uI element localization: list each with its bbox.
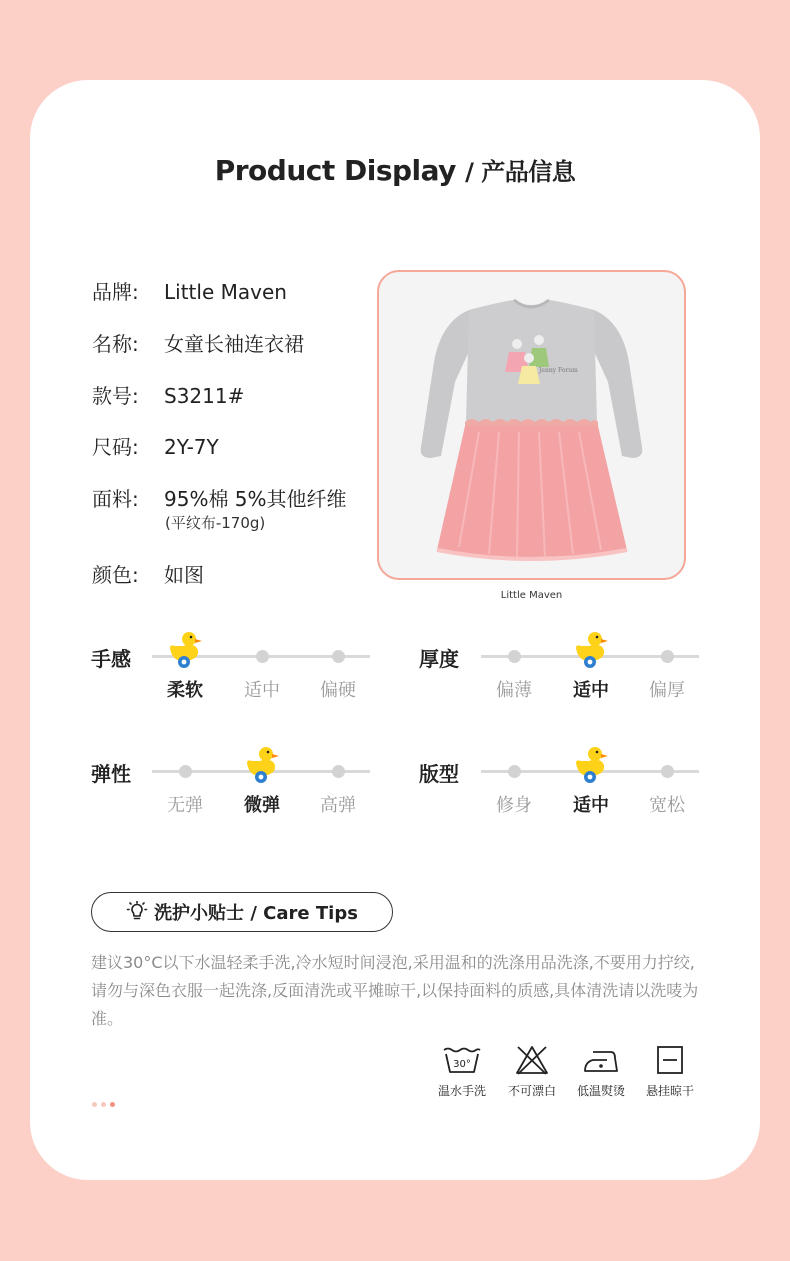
care-icon-label: 不可漂白 xyxy=(507,1084,556,1098)
attr-option-elasticity: 无弹 xyxy=(167,795,203,816)
care-icon-no-bleach xyxy=(497,1044,567,1099)
attr-option-feel: 柔软 xyxy=(167,680,203,701)
duck-marker-icon xyxy=(573,630,609,670)
care-icon-label: 悬挂晾干 xyxy=(645,1084,694,1098)
spec-brand xyxy=(92,276,287,305)
spec-key: 款号: xyxy=(92,384,139,408)
care-icon-hang-dry xyxy=(635,1044,705,1099)
care-instructions: 建议30°C以下水温轻柔手洗,冷水短时间浸泡,采用温和的洗涤用品洗涤,不要用力拧绞,请勿与深色衣服一起洗涤,反面清洗或平摊晾干,以保持面料的质感,具体清洗请以洗唛为准。 xyxy=(91,953,699,1028)
attr-dot xyxy=(508,765,521,778)
pagination-dots xyxy=(92,1092,119,1111)
page-dot-active xyxy=(110,1102,115,1107)
spec-style-number xyxy=(92,380,244,409)
attr-dot xyxy=(179,765,192,778)
attr-option-elasticity: 微弹 xyxy=(244,795,280,816)
spec-value: 2Y-7Y xyxy=(164,435,219,459)
lightbulb-icon xyxy=(126,901,148,923)
dress-print-text: Jenny Forum xyxy=(539,367,578,374)
svg-text:30°: 30° xyxy=(453,1059,471,1070)
hand-wash-30-icon xyxy=(442,1044,482,1076)
page-dot xyxy=(101,1102,106,1107)
spec-value: Little Maven xyxy=(164,280,287,304)
care-tips-pill xyxy=(91,892,393,932)
no-bleach-icon xyxy=(512,1044,552,1076)
attr-option-thickness: 适中 xyxy=(573,680,609,701)
care-icon-label: 低温熨烫 xyxy=(576,1084,625,1098)
care-icon-low-iron xyxy=(566,1044,636,1099)
title-english: Product Display xyxy=(214,154,456,187)
hang-dry-icon xyxy=(650,1044,690,1076)
spec-key: 颜色: xyxy=(92,563,139,587)
spec-fabric xyxy=(92,483,347,512)
spec-value: 95%棉 5%其他纤维 xyxy=(164,487,347,511)
attr-label-feel: 手感 xyxy=(91,647,131,671)
attr-dot xyxy=(661,765,674,778)
attr-option-fit: 修身 xyxy=(496,795,532,816)
care-icon-hand-wash xyxy=(427,1044,497,1099)
spec-key: 名称: xyxy=(92,332,139,356)
care-tips-label: 洗护小贴士 / Care Tips xyxy=(154,903,358,924)
title-chinese: / 产品信息 xyxy=(465,158,576,186)
attr-option-feel: 适中 xyxy=(244,680,280,701)
spec-key: 面料: xyxy=(92,487,139,511)
page-title xyxy=(0,152,790,187)
attr-option-fit: 宽松 xyxy=(649,795,685,816)
duck-marker-icon xyxy=(573,745,609,785)
attr-dot xyxy=(332,765,345,778)
spec-value: 女童长袖连衣裙 xyxy=(164,332,304,356)
spec-value: 如图 xyxy=(164,563,204,587)
attr-dot xyxy=(332,650,345,663)
attr-dot xyxy=(508,650,521,663)
spec-value: S3211# xyxy=(164,384,245,408)
dress-illustration xyxy=(379,272,684,578)
spec-name xyxy=(92,328,304,357)
spec-size xyxy=(92,431,219,460)
attr-option-elasticity: 高弹 xyxy=(320,795,356,816)
duck-marker-icon xyxy=(167,630,203,670)
attr-dot xyxy=(661,650,674,663)
attr-label-fit: 版型 xyxy=(419,762,459,786)
attr-option-thickness: 偏薄 xyxy=(496,680,532,701)
spec-key: 品牌: xyxy=(92,280,139,304)
attr-label-thickness: 厚度 xyxy=(419,647,459,671)
spec-fabric-note: (平纹布-170g) xyxy=(165,514,266,532)
attr-option-feel: 偏硬 xyxy=(320,680,356,701)
attr-option-fit: 适中 xyxy=(573,795,609,816)
care-icon-label: 温水手洗 xyxy=(437,1084,486,1098)
duck-marker-icon xyxy=(244,745,280,785)
attr-option-thickness: 偏厚 xyxy=(649,680,685,701)
spec-key: 尺码: xyxy=(92,435,139,459)
product-brand-caption: Little Maven xyxy=(500,590,563,601)
attr-label-elasticity: 弹性 xyxy=(91,762,131,786)
spec-color xyxy=(92,559,204,588)
low-iron-icon xyxy=(581,1044,621,1076)
page-dot xyxy=(92,1102,97,1107)
product-image xyxy=(377,270,686,580)
attr-dot xyxy=(256,650,269,663)
